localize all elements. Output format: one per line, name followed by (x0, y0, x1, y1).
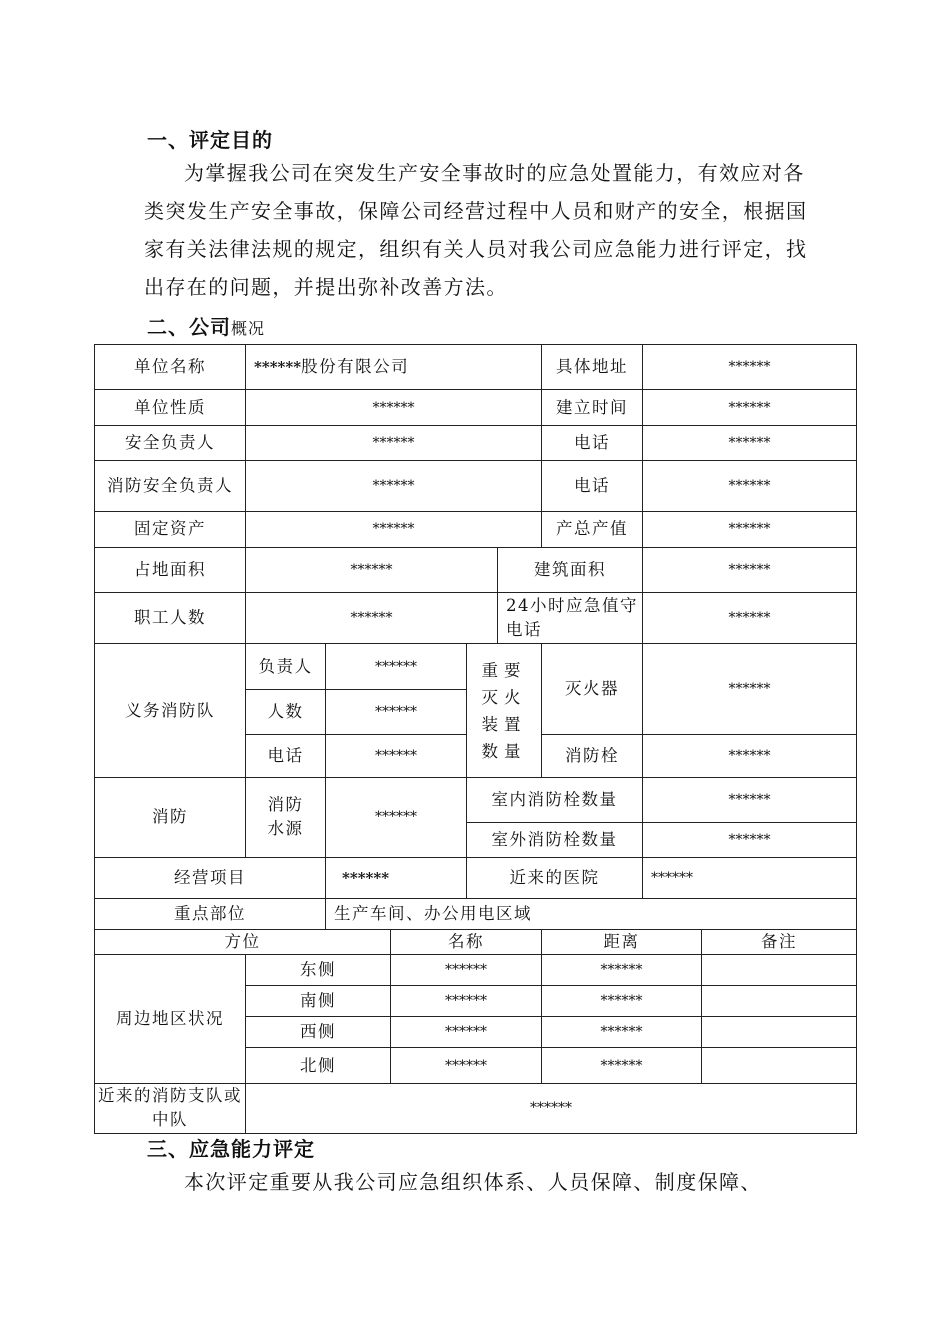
surround-note (702, 1017, 857, 1048)
safety-phone-label: 电话 (542, 426, 643, 460)
fire-station-label: 近来的消防支队或中队 (95, 1083, 246, 1133)
hospital-label: 近来的医院 (467, 857, 643, 898)
section2-heading-small: 概况 (231, 319, 266, 338)
hospital-value: ****** (643, 857, 857, 898)
fire-label: 消防 (95, 778, 246, 857)
fire-head-value: ****** (246, 460, 542, 511)
brigade-phone-label: 电话 (246, 734, 326, 777)
equip-label: 重要灭火装置数量 (467, 644, 542, 778)
founded-value: ****** (643, 390, 857, 426)
fixed-assets-value: ****** (246, 511, 542, 547)
safety-phone-value: ****** (643, 426, 857, 460)
row-key-area (95, 898, 857, 929)
staff-value: ****** (246, 593, 498, 644)
section3-heading: 三、应急能力评定 (147, 1137, 315, 1161)
indoor-label: 室内消防栓数量 (467, 778, 643, 823)
business-value: ****** (326, 857, 467, 898)
unit-name-value: ******股份有限公司 (246, 345, 542, 390)
key-area-value: 生产车间、办公用电区域 (326, 898, 857, 929)
surround-note (702, 1048, 857, 1083)
fire-head-label: 消防安全负责人 (95, 460, 246, 511)
land-area-value: ****** (246, 547, 498, 592)
surround-distance: ****** (542, 954, 702, 985)
surround-name: ****** (391, 1048, 542, 1083)
surround-note (702, 954, 857, 985)
row-fire-station (95, 1083, 857, 1133)
fixed-assets-label: 固定资产 (95, 511, 246, 547)
safety-head-value: ****** (246, 426, 542, 460)
land-area-label: 占地面积 (95, 547, 246, 592)
row-unit-nature (95, 390, 857, 426)
row-business (95, 857, 857, 898)
row-fixed-assets (95, 511, 857, 547)
col-distance: 距离 (542, 929, 702, 954)
section1-text: 为掌握我公司在突发生产安全事故时的应急处置能力，有效应对各类突发生产安全事故，保障公司经营过程中人员和财产的安全，根据国家有关法律法规的规定，组织有关人员对我公司应急能力进行评定，找出存在的问题，并提出弥补改善方法。 (144, 161, 808, 299)
surround-dir: 东侧 (246, 954, 391, 985)
brigade-label: 义务消防队 (95, 644, 246, 778)
surround-distance: ****** (542, 986, 702, 1017)
fire-phone-label: 电话 (542, 460, 643, 511)
section1-heading: 一、评定目的 (147, 128, 273, 152)
surround-label: 周边地区状况 (95, 954, 246, 1083)
output-value: ****** (643, 511, 857, 547)
water-label: 消防水源 (246, 778, 326, 857)
hydrant-value: ****** (643, 734, 857, 777)
building-area-value: ****** (643, 547, 857, 592)
table-row (95, 954, 857, 985)
hydrant-label: 消防栓 (542, 734, 643, 777)
company-overview-table (94, 344, 857, 1134)
safety-head-label: 安全负责人 (95, 426, 246, 460)
surround-distance: ****** (542, 1048, 702, 1083)
section3-paragraph (144, 1163, 816, 1201)
section1-paragraph (144, 154, 816, 306)
col-note: 备注 (702, 929, 857, 954)
section2-heading (147, 311, 265, 340)
extinguisher-label: 灭火器 (542, 644, 643, 734)
water-value: ****** (326, 778, 467, 857)
row-surround-header (95, 929, 857, 954)
brigade-head-label: 负责人 (246, 644, 326, 689)
row-fire-indoor (95, 778, 857, 823)
surround-distance: ****** (542, 1017, 702, 1048)
fire-station-value: ****** (246, 1083, 857, 1133)
row-unit-name (95, 345, 857, 390)
surround-name: ****** (391, 986, 542, 1017)
hotline-label: 24小时应急值守电话 (498, 593, 643, 644)
col-direction: 方位 (95, 929, 391, 954)
fire-phone-value: ****** (643, 460, 857, 511)
staff-label: 职工人数 (95, 593, 246, 644)
surround-name: ****** (391, 954, 542, 985)
brigade-count-label: 人数 (246, 689, 326, 734)
surround-note (702, 986, 857, 1017)
row-area (95, 547, 857, 592)
extinguisher-value: ****** (643, 644, 857, 734)
surround-dir: 南侧 (246, 986, 391, 1017)
unit-name-label: 单位名称 (95, 345, 246, 390)
row-safety-head (95, 426, 857, 460)
indoor-value: ****** (643, 778, 857, 823)
address-label: 具体地址 (542, 345, 643, 390)
key-area-label: 重点部位 (95, 898, 326, 929)
col-name: 名称 (391, 929, 542, 954)
row-fire-head (95, 460, 857, 511)
building-area-label: 建筑面积 (498, 547, 643, 592)
section3-text: 本次评定重要从我公司应急组织体系、人员保障、制度保障、 (184, 1170, 762, 1194)
business-label: 经营项目 (95, 857, 326, 898)
surround-dir: 西侧 (246, 1017, 391, 1048)
surround-name: ****** (391, 1017, 542, 1048)
unit-nature-value: ****** (246, 390, 542, 426)
brigade-phone-value: ****** (326, 734, 467, 777)
section2-heading-bold: 二、公司 (147, 315, 231, 339)
row-brigade-head (95, 644, 857, 689)
outdoor-label: 室外消防栓数量 (467, 823, 643, 857)
row-staff (95, 593, 857, 644)
outdoor-value: ****** (643, 823, 857, 857)
unit-nature-label: 单位性质 (95, 390, 246, 426)
brigade-count-value: ****** (326, 689, 467, 734)
surround-dir: 北侧 (246, 1048, 391, 1083)
brigade-head-value: ****** (326, 644, 467, 689)
hotline-value: ****** (643, 593, 857, 644)
output-label: 产总产值 (542, 511, 643, 547)
founded-label: 建立时间 (542, 390, 643, 426)
address-value: ****** (643, 345, 857, 390)
